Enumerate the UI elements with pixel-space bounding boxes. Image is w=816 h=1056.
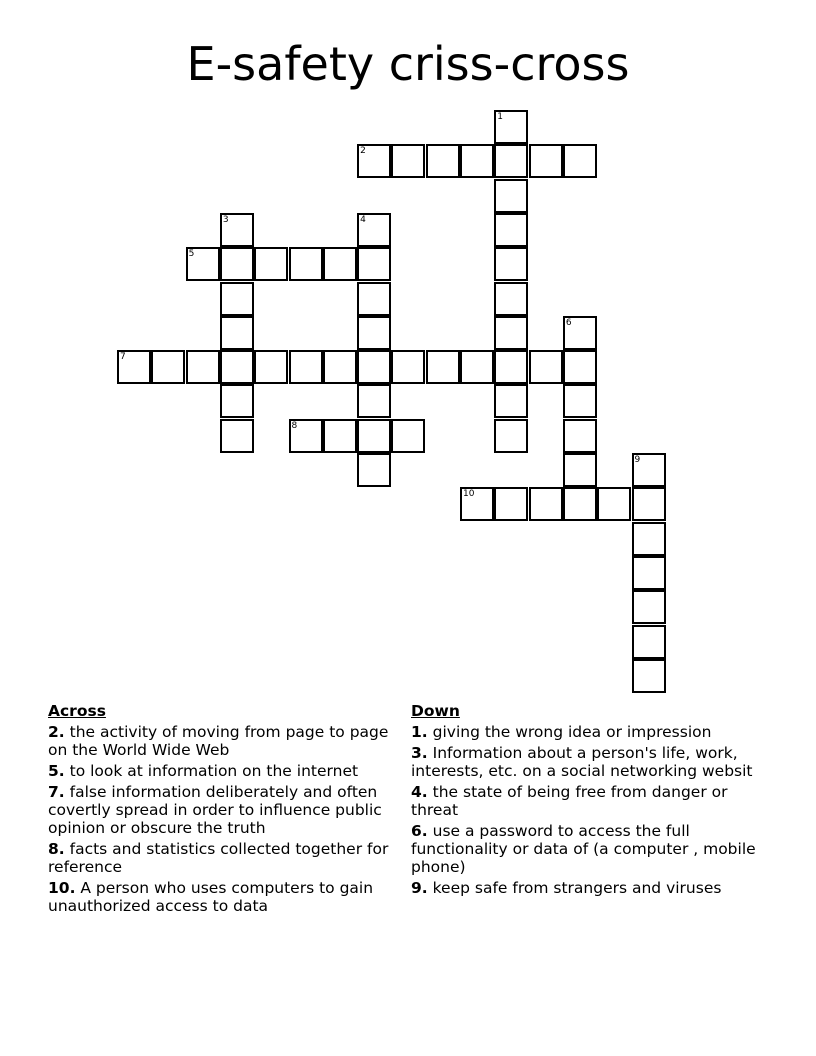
grid-cell[interactable] — [357, 350, 391, 384]
cell-number: 10 — [463, 489, 475, 500]
clue-text: giving the wrong idea or impression — [432, 723, 712, 741]
grid-cell[interactable] — [494, 247, 528, 281]
clue-number: 2. — [48, 723, 65, 741]
grid-cell[interactable] — [186, 247, 220, 281]
grid-cell[interactable] — [323, 419, 357, 453]
grid-cell[interactable] — [426, 144, 460, 178]
grid-cell[interactable] — [529, 487, 563, 521]
clue-text: the activity of moving from page to page on the World Wide Web — [48, 723, 389, 759]
grid-cell[interactable] — [289, 419, 323, 453]
down-clues — [411, 702, 761, 900]
grid-cell[interactable] — [391, 350, 425, 384]
clue-across-2 — [48, 723, 410, 759]
cell-number: 9 — [634, 455, 641, 465]
grid-cell[interactable] — [186, 350, 220, 384]
clue-down-4 — [411, 783, 761, 819]
grid-cell[interactable] — [494, 110, 528, 144]
clue-number: 10. — [48, 879, 76, 897]
clue-text: the state of being free from danger or threat — [411, 783, 728, 819]
clue-text: facts and statistics collected together for reference — [48, 840, 389, 876]
grid-cell[interactable] — [494, 419, 528, 453]
cell-number: 7 — [120, 352, 126, 363]
grid-cell[interactable] — [563, 316, 597, 350]
clue-number: 7. — [48, 783, 65, 801]
grid-cell[interactable] — [632, 659, 666, 693]
grid-cell[interactable] — [494, 487, 528, 521]
grid-cell[interactable] — [151, 350, 185, 384]
cell-number: 6 — [565, 317, 572, 328]
clue-across-5 — [48, 762, 410, 780]
grid-cell[interactable] — [220, 419, 254, 453]
grid-cell[interactable] — [563, 144, 597, 178]
grid-cell[interactable] — [494, 282, 528, 316]
grid-cell[interactable] — [494, 213, 528, 247]
cell-number: 4 — [360, 214, 366, 225]
across-clues — [48, 702, 410, 918]
grid-cell[interactable] — [357, 453, 391, 487]
grid-cell[interactable] — [254, 350, 288, 384]
clue-down-6 — [411, 822, 761, 876]
grid-cell[interactable] — [357, 419, 391, 453]
grid-cell[interactable] — [529, 144, 563, 178]
clue-number: 9. — [411, 879, 428, 897]
grid-cell[interactable] — [289, 247, 323, 281]
grid-cell[interactable] — [357, 316, 391, 350]
grid-cell[interactable] — [563, 453, 597, 487]
clue-number: 6. — [411, 822, 428, 840]
grid-cell[interactable] — [117, 350, 151, 384]
clue-across-7 — [48, 783, 410, 837]
grid-cell[interactable] — [391, 144, 425, 178]
clue-number: 3. — [411, 744, 428, 762]
clue-across-8 — [48, 840, 410, 876]
clue-text: A person who uses computers to gain unauthorized access to data — [48, 879, 374, 915]
grid-cell[interactable] — [323, 247, 357, 281]
clue-across-10 — [48, 879, 410, 915]
grid-cell[interactable] — [357, 213, 391, 247]
cell-number: 8 — [291, 420, 298, 431]
grid-cell[interactable] — [220, 213, 254, 247]
clue-number: 4. — [411, 783, 428, 801]
grid-cell[interactable] — [323, 350, 357, 384]
cell-number: 2 — [360, 146, 366, 157]
down-heading: Down — [411, 702, 460, 720]
grid-cell[interactable] — [460, 487, 494, 521]
clue-down-1 — [411, 723, 761, 741]
grid-cell[interactable] — [632, 556, 666, 590]
grid-cell[interactable] — [391, 419, 425, 453]
across-heading: Across — [48, 702, 106, 720]
grid-cell[interactable] — [597, 487, 631, 521]
grid-cell[interactable] — [563, 384, 597, 418]
grid-cell[interactable] — [357, 384, 391, 418]
cell-number: 3 — [222, 214, 229, 225]
grid-cell[interactable] — [220, 350, 254, 384]
clue-text: false information deliberately and often covertly spread in order to influence public opinion or obscure the truth — [48, 783, 382, 837]
grid-cell[interactable] — [220, 282, 254, 316]
grid-cell[interactable] — [494, 384, 528, 418]
grid-cell[interactable] — [254, 247, 288, 281]
grid-cell[interactable] — [460, 144, 494, 178]
grid-cell[interactable] — [426, 350, 460, 384]
grid-cell[interactable] — [220, 247, 254, 281]
grid-cell[interactable] — [289, 350, 323, 384]
grid-cell[interactable] — [220, 316, 254, 350]
page-title: E-safety criss-cross — [186, 37, 630, 91]
grid-cell[interactable] — [563, 419, 597, 453]
clue-down-3 — [411, 744, 761, 780]
clue-text: to look at information on the internet — [69, 762, 359, 780]
grid-cell[interactable] — [460, 350, 494, 384]
grid-cell[interactable] — [494, 350, 528, 384]
grid-cell[interactable] — [494, 144, 528, 178]
cell-number: 5 — [188, 249, 195, 260]
grid-cell[interactable] — [357, 247, 391, 281]
clue-down-9 — [411, 879, 761, 897]
grid-cell[interactable] — [632, 522, 666, 556]
grid-cell[interactable] — [529, 350, 563, 384]
grid-cell[interactable] — [220, 384, 254, 418]
grid-cell[interactable] — [563, 487, 597, 521]
clue-text: use a password to access the full functionality or data of (a computer , mobile phone) — [411, 822, 756, 876]
grid-cell[interactable] — [632, 487, 666, 521]
grid-cell[interactable] — [494, 179, 528, 213]
cell-number: 1 — [497, 112, 504, 122]
grid-cell[interactable] — [632, 590, 666, 624]
clue-number: 1. — [411, 723, 428, 741]
clue-text: keep safe from strangers and viruses — [432, 879, 722, 897]
grid-cell[interactable] — [494, 316, 528, 350]
grid-cell[interactable] — [357, 144, 391, 178]
grid-cell[interactable] — [563, 350, 597, 384]
clue-number: 5. — [48, 762, 65, 780]
grid-cell[interactable] — [357, 282, 391, 316]
clue-number: 8. — [48, 840, 65, 858]
grid-cell[interactable] — [632, 625, 666, 659]
clue-text: Information about a person's life, work, interests, etc. on a social networking websit — [411, 744, 753, 780]
grid-cell[interactable] — [632, 453, 666, 487]
